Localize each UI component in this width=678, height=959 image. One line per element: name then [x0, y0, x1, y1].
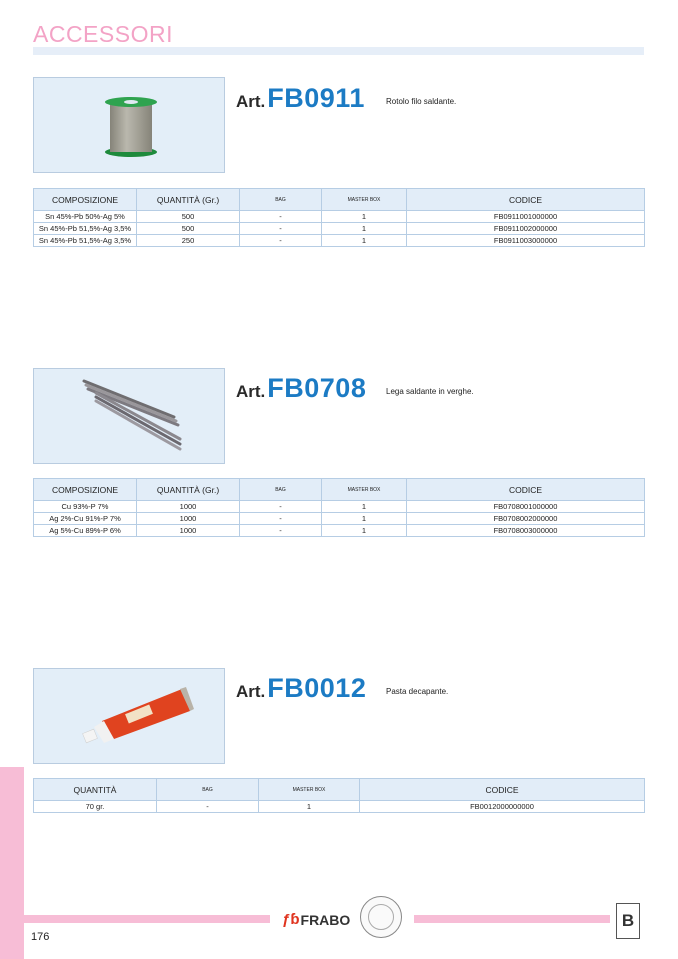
table-row [34, 211, 645, 223]
product-table-fb0012 [33, 778, 645, 813]
cell-master-box: 1 [322, 501, 407, 513]
cell-codice: FB0012000000000 [360, 801, 645, 813]
table-row [34, 235, 645, 247]
cell-composizione: Sn 45%-Pb 50%-Ag 5% [34, 211, 137, 223]
certification-seal-icon [360, 896, 402, 938]
article-heading [236, 83, 365, 114]
cell-composizione: Sn 45%-Pb 51,5%-Ag 3,5% [34, 223, 137, 235]
frabo-fb-logo-icon: ƒɓ [282, 911, 300, 928]
article-heading [236, 373, 366, 404]
header-bag: BAG [240, 479, 322, 501]
header-bag: BAG [157, 779, 259, 801]
cell-quantita: 500 [137, 211, 240, 223]
header-master-box: MASTER BOX [322, 189, 407, 211]
article-code: FB0708 [267, 373, 367, 403]
table-header-row [34, 779, 645, 801]
cell-codice: FB0708003000000 [407, 525, 645, 537]
cell-master-box: 1 [259, 801, 360, 813]
table-header-row [34, 189, 645, 211]
article-heading [236, 673, 366, 704]
cell-quantita: 1000 [137, 501, 240, 513]
table-row [34, 525, 645, 537]
header-composizione: COMPOSIZIONE [34, 189, 137, 211]
frabo-logo [282, 911, 350, 928]
cell-bag: - [240, 223, 322, 235]
article-description: Rotolo filo saldante. [386, 97, 457, 106]
table-row [34, 223, 645, 235]
table-header-row [34, 479, 645, 501]
cell-bag: - [240, 235, 322, 247]
cell-codice: FB0708002000000 [407, 513, 645, 525]
frabo-brand-text: FRABO [300, 911, 351, 928]
product-table-fb0708 [33, 478, 645, 537]
cell-composizione: Cu 93%-P 7% [34, 501, 137, 513]
header-quantita: QUANTITÀ [34, 779, 157, 801]
header-codice: CODICE [407, 189, 645, 211]
header-quantita: QUANTITÀ (Gr.) [137, 479, 240, 501]
group-logo-letter: B [621, 911, 635, 930]
cell-quantita: 500 [137, 223, 240, 235]
product-image-fb0708 [33, 368, 225, 464]
article-code: FB0911 [267, 83, 365, 113]
cell-master-box: 1 [322, 525, 407, 537]
product-image-fb0911 [33, 77, 225, 173]
cell-bag: - [240, 501, 322, 513]
left-margin-strip [0, 767, 24, 959]
section-title: ACCESSORI [33, 21, 173, 47]
cell-master-box: 1 [322, 211, 407, 223]
table-row [34, 501, 645, 513]
title-underline-bar [33, 47, 644, 55]
header-master-box: MASTER BOX [322, 479, 407, 501]
product-image-fb0012 [33, 668, 225, 764]
footer-line-left [24, 915, 270, 923]
seal-inner-ring [368, 904, 394, 930]
cell-master-box: 1 [322, 223, 407, 235]
cell-composizione: Ag 2%-Cu 91%-P 7% [34, 513, 137, 525]
cell-bag: - [240, 211, 322, 223]
cell-quantita: 1000 [137, 525, 240, 537]
article-description: Lega saldante in verghe. [386, 387, 474, 396]
cell-codice: FB0911001000000 [407, 211, 645, 223]
article-description: Pasta decapante. [386, 687, 449, 696]
page-number: 176 [31, 931, 50, 943]
article-prefix: Art. [236, 682, 266, 701]
header-master-box: MASTER BOX [259, 779, 360, 801]
table-row [34, 801, 645, 813]
cell-bag: - [240, 513, 322, 525]
cell-composizione: Ag 5%-Cu 89%-P 6% [34, 525, 137, 537]
cell-master-box: 1 [322, 235, 407, 247]
footer-line-right [414, 915, 610, 923]
article-code: FB0012 [267, 673, 367, 703]
cell-bag: - [240, 525, 322, 537]
cell-quantita: 1000 [137, 513, 240, 525]
solder-wire-spool-icon [34, 78, 225, 173]
solder-rods-icon [34, 369, 225, 464]
cell-composizione: Sn 45%-Pb 51,5%-Ag 3,5% [34, 235, 137, 247]
cell-codice: FB0708001000000 [407, 501, 645, 513]
cell-quantita: 70 gr. [34, 801, 157, 813]
header-bag: BAG [240, 189, 322, 211]
article-prefix: Art. [236, 382, 266, 401]
product-table-fb0911 [33, 188, 645, 247]
cell-master-box: 1 [322, 513, 407, 525]
article-prefix: Art. [236, 92, 266, 111]
bonomi-group-logo-icon [616, 903, 640, 939]
cell-bag: - [157, 801, 259, 813]
header-composizione: COMPOSIZIONE [34, 479, 137, 501]
cell-quantita: 250 [137, 235, 240, 247]
header-codice: CODICE [407, 479, 645, 501]
cell-codice: FB0911002000000 [407, 223, 645, 235]
header-codice: CODICE [360, 779, 645, 801]
cell-codice: FB0911003000000 [407, 235, 645, 247]
header-quantita: QUANTITÀ (Gr.) [137, 189, 240, 211]
table-row [34, 513, 645, 525]
flux-paste-tube-icon [34, 669, 225, 764]
